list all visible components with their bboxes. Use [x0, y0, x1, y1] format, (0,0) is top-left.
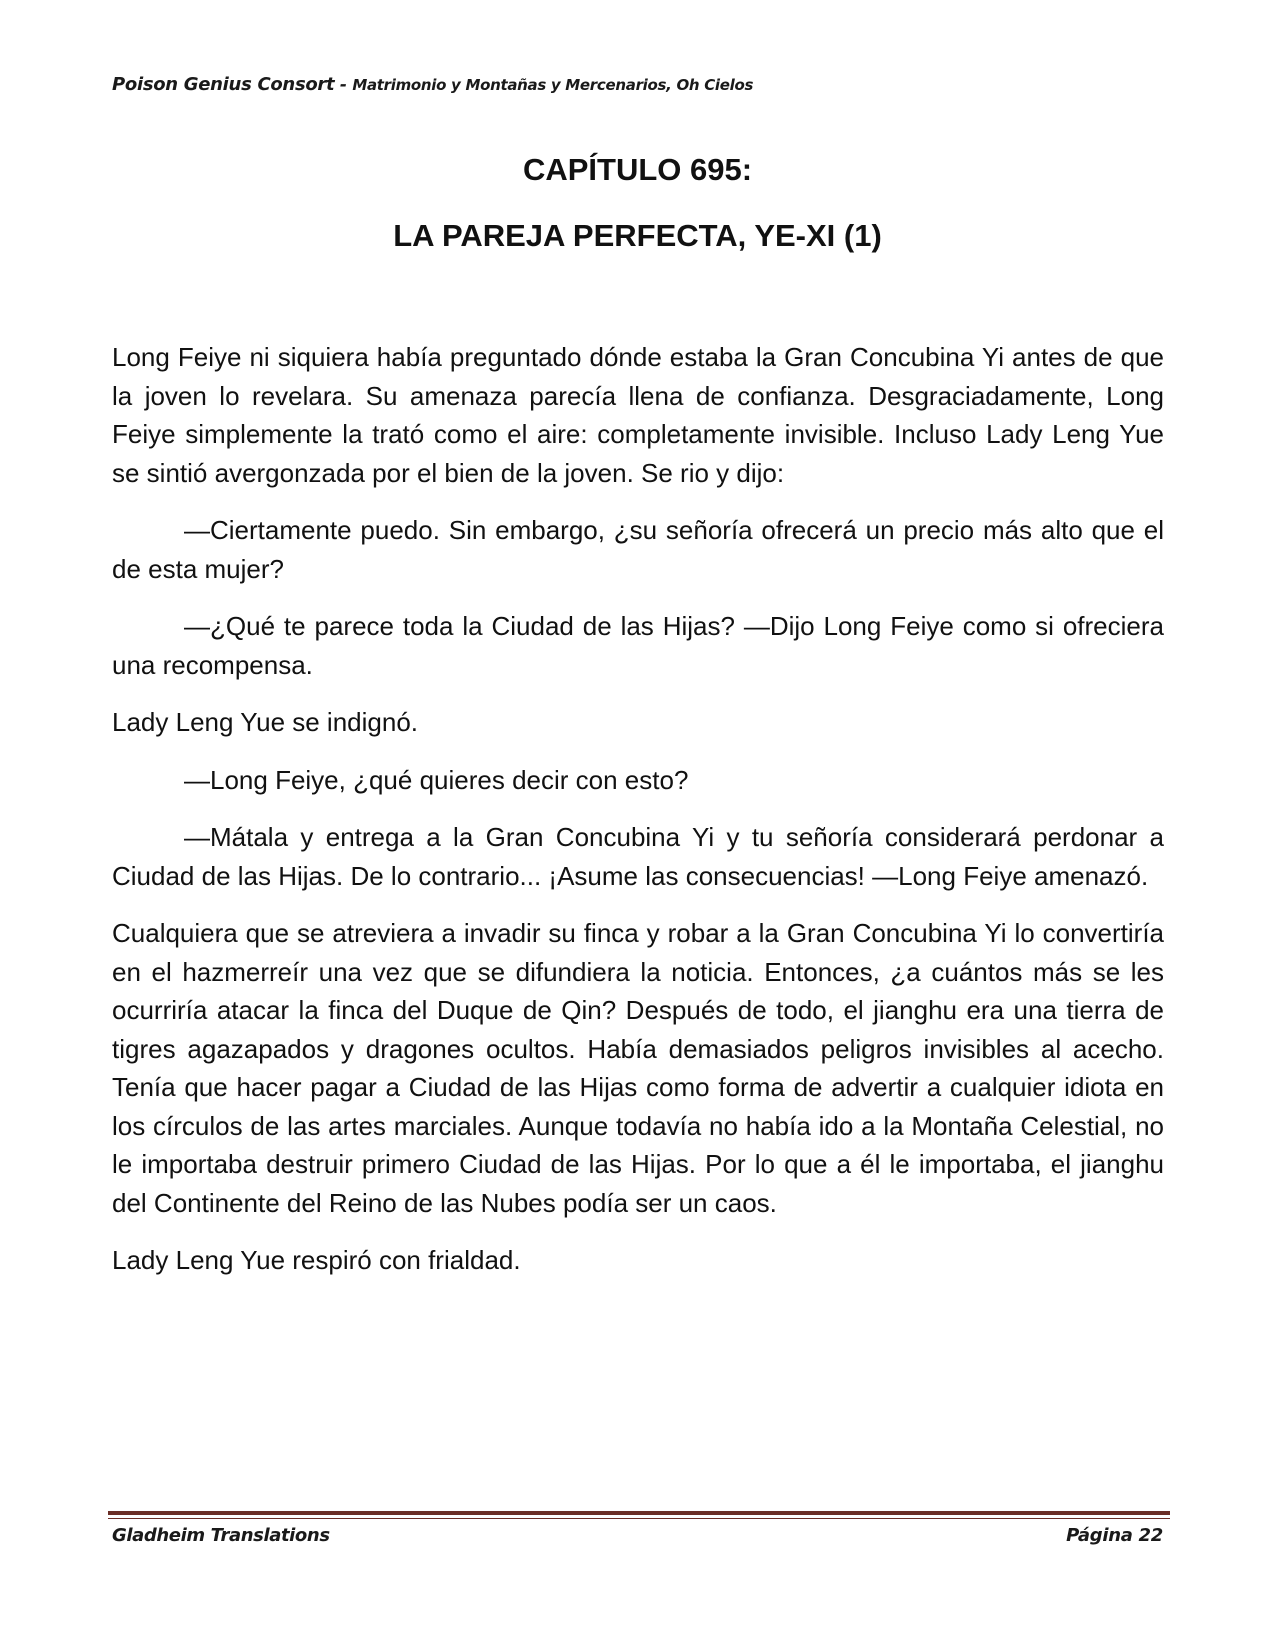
paragraph: Lady Leng Yue se indignó.	[112, 707, 419, 737]
footer-page-number: Página 22	[1066, 1525, 1163, 1546]
paragraph: Lady Leng Yue respiró con frialdad.	[112, 1245, 521, 1275]
chapter-number: CAPÍTULO 695:	[522, 152, 753, 187]
dialogue-paragraph: —Long Feiye, ¿qué quieres decir con esto?	[184, 764, 689, 795]
header-series-title: Matrimonio y Montañas y Mercenarios, Oh Cielos	[352, 76, 754, 94]
footer-divider-thick	[108, 1511, 1170, 1515]
paragraph: Cualquiera que se atreviera a invadir su finca y robar a la Gran Concubina Yi lo convertiría en el hazmerreír una vez que se difundiera la noticia. Entonces, ¿a cuántos más se les ocurriría atacar la finca del Duque de Qin? Después de todo, el jianghu era una tierra de tigres agazapados y dragones ocultos. Había demasiados peligros invisibles al acecho. Tenía que hacer pagar a Ciudad de las Hijas como forma de advertir a cualquier idiota en los círculos de las artes marciales. Aunque todavía no había ido a la Montaña Celestial, no le importaba destruir primero Ciudad de las Hijas. Por lo que a él le importaba, el jianghu del Continente del Reino de las Nubes podía ser un caos.	[112, 918, 1164, 1218]
running-header	[112, 74, 753, 95]
header-separator: -	[334, 75, 353, 95]
paragraph: Long Feiye ni siquiera había preguntado dónde estaba la Gran Concubina Yi antes de que la joven lo revelara. Su amenaza parecía llena de confianza. Desgraciadamente, Long Feiye simplemente la trató como el aire: completamente invisible. Incluso Lady Leng Yue se sintió avergonzada por el bien de la joven. Se rio y dijo:	[112, 342, 1164, 488]
dialogue-paragraph: —Mátala y entrega a la Gran Concubina Yi y tu señoría considerará perdonar a Ciudad de las Hijas. De lo contrario... ¡Asume las consecuencias! —Long Feiye amenazó.	[112, 822, 1164, 891]
header-book-title: Poison Genius Consort	[112, 74, 335, 95]
chapter-title: LA PAREJA PERFECTA, YE-XI (1)	[393, 218, 882, 253]
footer-publisher: Gladheim Translations	[112, 1525, 330, 1546]
dialogue-paragraph: —¿Qué te parece toda la Ciudad de las Hijas? —Dijo Long Feiye como si ofreciera una recompensa.	[112, 611, 1164, 680]
dialogue-paragraph: —Ciertamente puedo. Sin embargo, ¿su señoría ofrecerá un precio más alto que el de esta mujer?	[112, 515, 1164, 584]
footer-divider-thin	[108, 1518, 1170, 1519]
chapter-body	[112, 338, 1164, 1299]
